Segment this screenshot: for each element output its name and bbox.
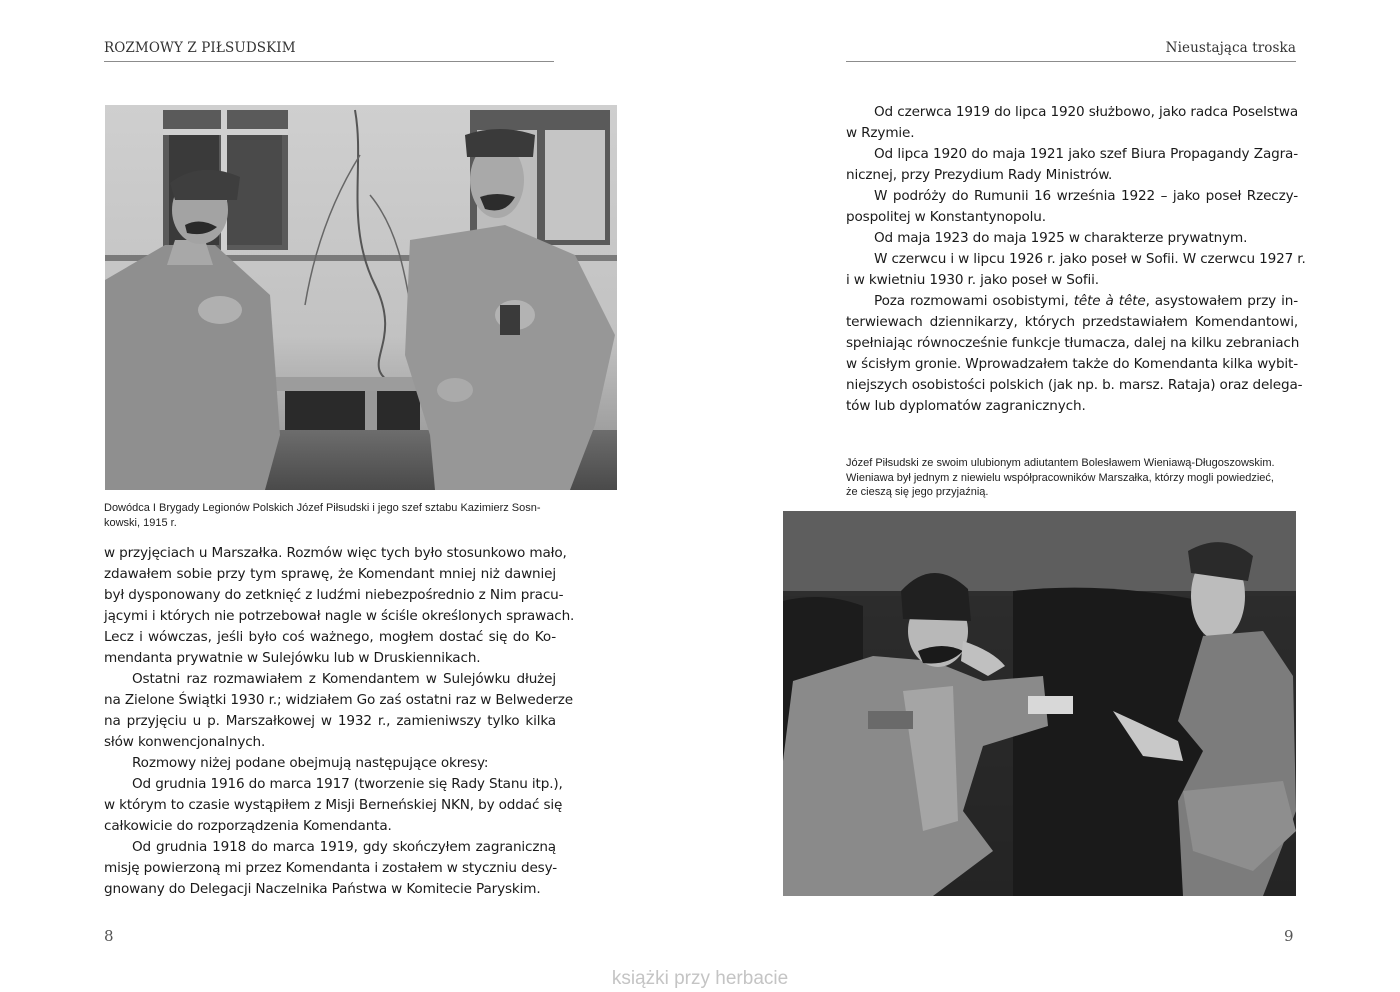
text-line: tów lub dyplomatów zagranicznych. <box>846 398 1086 414</box>
text-line: i w kwietniu 1930 r. jako poseł w Sofii. <box>846 272 1099 288</box>
text-line: mendanta prywatnie w Sulejówku lub w Druskiennikach. <box>104 650 481 666</box>
text-line: niejszych osobistości polskich (jak np. b. marsz. Rataja) oraz delega- <box>846 377 1303 393</box>
text-line: nicznej, przy Prezydium Rady Ministrów. <box>846 167 1113 183</box>
text-line: pospolitej w Konstantynopolu. <box>846 209 1046 225</box>
text-line: w przyjęciach u Marszałka. Rozmów więc tych było stosunkowo mało, <box>104 545 567 561</box>
text-line: w ścisłym gronie. Wprowadzałem także do Komendanta kilka wybit- <box>846 356 1298 372</box>
photo-1-image <box>105 105 617 490</box>
text-line: zdawałem sobie przy tym sprawę, że Komendant mniej niż dawniej <box>104 566 556 582</box>
caption-line: że cieszą się jego przyjaźnią. <box>846 486 989 498</box>
text-line: Od grudnia 1916 do marca 1917 (tworzenie się Rady Stanu itp.), <box>132 776 563 792</box>
text-line: całkowicie do rozporządzenia Komendanta. <box>104 818 392 834</box>
text-line: słów konwencjonalnych. <box>104 734 266 750</box>
photo-pilsudski-wieniawa <box>783 511 1296 896</box>
page-number-left: 8 <box>104 927 114 945</box>
body-text-left <box>104 543 575 900</box>
photo-pilsudski-sosnkowski <box>105 105 617 490</box>
text-line: W czerwcu i w lipcu 1926 r. jako poseł w Sofii. W czerwcu 1927 r. <box>874 251 1306 267</box>
text-line: na przyjęciu u p. Marszałkowej w 1932 r., zamieniwszy tylko kilka <box>104 713 556 729</box>
text-line: Lecz i wówczas, jeśli było coś ważnego, mogłem dostać się do Ko- <box>104 629 556 645</box>
italic-phrase: tête à tête <box>1073 293 1146 309</box>
text-line: w Rzymie. <box>846 125 915 141</box>
text-line: Ostatni raz rozmawiałem z Komendantem w Sulejówku dłużej <box>132 671 556 687</box>
caption-line: kowski, 1915 r. <box>104 516 177 529</box>
caption-line: Wieniawa był jednym z niewielu współpracowników Marszałka, którzy mogli powiedzieć, <box>846 471 1274 484</box>
watermark: książki przy herbacie <box>611 968 789 989</box>
photo-2-image <box>783 511 1296 896</box>
text-line: gnowany do Delegacji Naczelnika Państwa w Komitecie Paryskim. <box>104 881 541 897</box>
caption-line: Józef Piłsudski ze swoim ulubionym adiutantem Bolesławem Wieniawą-Długoszowskim. <box>846 457 1275 469</box>
running-head-left: ROZMOWY Z PIŁSUDSKIM <box>104 40 554 62</box>
text-line: terwiewach dziennikarzy, których przedstawiałem Komendantowi, <box>846 314 1298 330</box>
text-line: w którym to czasie wystąpiłem z Misji Berneńskiej NKN, by oddać się <box>104 797 563 813</box>
text-line: Od czerwca 1919 do lipca 1920 służbowo, jako radca Poselstwa <box>874 104 1298 120</box>
text-line: W podróży do Rumunii 16 września 1922 – jako poseł Rzeczy- <box>874 188 1298 204</box>
text-line: był dysponowany do zetknięć z ludźmi niebezpośrednio z Nim pracu- <box>104 587 564 603</box>
text-line: Od lipca 1920 do maja 1921 jako szef Biura Propagandy Zagra- <box>874 146 1298 162</box>
text-segment: , asystowałem przy in- <box>1145 293 1298 309</box>
text-line: misję powierzoną mi przez Komendanta i zostałem w styczniu desy- <box>104 860 558 876</box>
text-line-with-italic <box>846 291 1298 312</box>
text-line: na Zielone Świątki 1930 r.; widziałem Go zaś ostatni raz w Belwederze <box>104 692 573 708</box>
running-head-right: Nieustająca troska <box>846 40 1296 62</box>
text-line: spełniając równocześnie funkcje tłumacza, dalej na kilku zebraniach <box>846 335 1300 351</box>
text-line: Od maja 1923 do maja 1925 w charakterze prywatnym. <box>874 230 1248 246</box>
page-number-right: 9 <box>1284 927 1294 945</box>
caption-line: Dowódca I Brygady Legionów Polskich Józef Piłsudski i jego szef sztabu Kazimierz Sosn- <box>104 502 541 514</box>
text-line: Od grudnia 1918 do marca 1919, gdy skończyłem zagraniczną <box>132 839 556 855</box>
text-segment: Poza rozmowami osobistymi, <box>874 293 1074 309</box>
photo-caption-left <box>104 501 564 530</box>
text-line: jącymi i których nie potrzebował nagle w ściśle określonych sprawach. <box>104 608 575 624</box>
body-text-right <box>846 102 1306 417</box>
photo-caption-right <box>846 456 1306 500</box>
text-line: Rozmowy niżej podane obejmują następujące okresy: <box>132 755 489 771</box>
